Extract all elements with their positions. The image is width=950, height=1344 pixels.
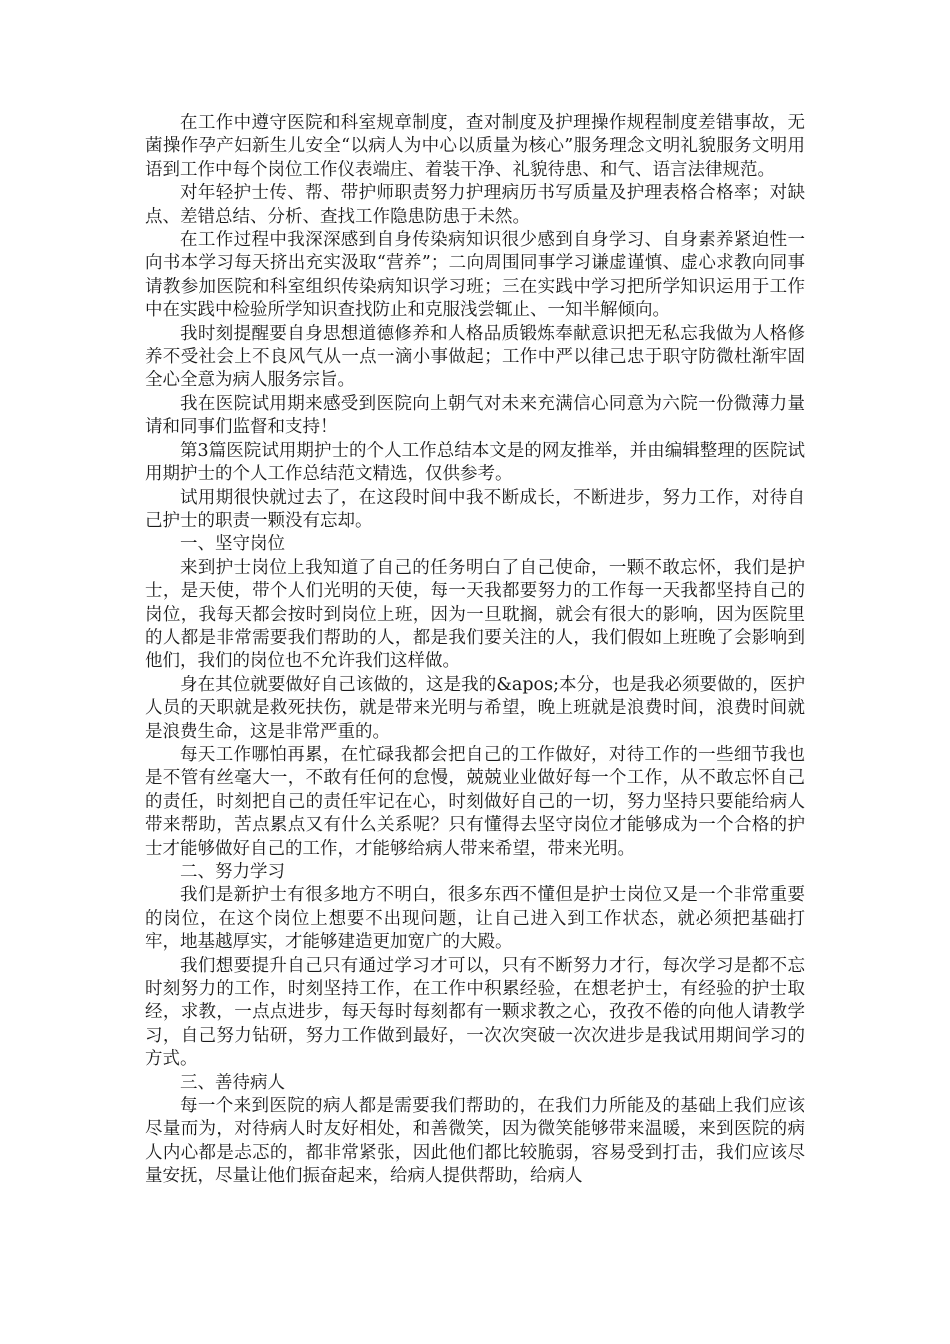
paragraph: 来到护士岗位上我知道了自己的任务明白了自己使命，一颗不敢忘怀，我们是护士，是天使，带个人们光明的天使，每一天我都要努力的工作每一天我都坚持自己的岗位，我每天都会按时到岗位上班，因为一旦耽搁，就会有很大的影响，因为医院里的人都是非常需要我们帮助的人，都是我们要关注的人，我们假如上班晚了会影响到他们，我们的岗位也不允许我们这样做。 (145, 557, 805, 672)
section-heading: 二、努力学习 (180, 862, 285, 882)
paragraph: 每天工作哪怕再累，在忙碌我都会把自己的工作做好，对待工作的一些细节我也是不管有丝毫大一，不敢有任何的怠慢，兢兢业业做好每一个工作，从不敢忘怀自己的责任，时刻把自己的责任牢记在心，时刻做好自己的一切，努力坚持只要能给病人带来帮助，苦点累点又有什么关系呢？只有懂得去坚守岗位才能够成为一个合格的护士才能够做好自己的工作，才能够给病人带来希望，带来光明。 (145, 744, 805, 859)
paragraph: 对年轻护士传、帮、带护师职责努力护理病历书写质量及护理表格合格率；对缺点、差错总结、分析、查找工作隐患防患于未然。 (145, 183, 805, 227)
paragraph: 在工作中遵守医院和科室规章制度，查对制度及护理操作规程制度差错事故，无菌操作孕产妇新生儿安全“以病人为中心以质量为核心”服务理念文明礼貌服务文明用语到工作中每个岗位工作仪表端庄、着装干净、礼貌待患、和气、语言法律规范。 (145, 113, 805, 180)
paragraph: 试用期很快就过去了，在这段时间中我不断成长，不断进步，努力工作，对待自己护士的职责一颗没有忘却。 (145, 487, 805, 531)
paragraph: 我时刻提醒要自身思想道德修养和人格品质锻炼奉献意识把无私忘我做为人格修养不受社会上不良风气从一点一滴小事做起；工作中严以律己忠于职守防微杜渐牢固全心全意为病人服务宗旨。 (145, 323, 805, 391)
paragraph: 我在医院试用期来感受到医院向上朝气对未来充满信心同意为六院一份微薄力量请和同事们监督和支持！ (145, 393, 805, 438)
paragraph: 身在其位就要做好自己该做的，这是我的&apos;本分，也是我必须要做的，医护人员的天职就是救死扶伤，就是带来光明与希望，晚上班就是浪费时间，浪费时间就是浪费生命，这是非常严重的。 (145, 674, 805, 742)
paragraph: 第3篇医院试用期护士的个人工作总结本文是的网友推举，并由编辑整理的医院试用期护士的个人工作总结范文精选，仅供参考。 (145, 440, 805, 485)
section-heading: 一、坚守岗位 (180, 534, 285, 555)
paragraph: 每一个来到医院的病人都是需要我们帮助的，在我们力所能及的基础上我们应该尽量而为，对待病人时友好相处，和善微笑，因为微笑能够带来温暖，来到医院的病人内心都是忐忑的，都非常紧张，因此他们都比较脆弱，容易受到打击，我们应该尽量安抚，尽量让他们振奋起来，给病人提供帮助，给病人 (145, 1096, 805, 1187)
paragraph: 我们想要提升自己只有通过学习才可以，只有不断努力才行，每次学习是都不忘时刻努力的工作，时刻坚持工作，在工作中积累经验，在想老护士，有经验的护士取经，求教，一点点进步，每天每时每刻都有一颗求教之心，孜孜不倦的向他人请教学习，自己努力钻研，努力工作做到最好，一次次突破一次次进步是我试用期间学习的方式。 (145, 955, 805, 1070)
paragraph: 在工作过程中我深深感到自身传染病知识很少感到自身学习、自身素养紧迫性一向书本学习每天挤出充实汲取“营养”；二向周围同事学习谦虚谨慎、虚心求教向同事请教参加医院和科室组织传染病知识学习班；三在实践中学习把所学知识运用于工作中在实践中检验所学知识查找防止和克服浅尝辄止、一知半解倾向。 (145, 230, 805, 321)
document-body (145, 112, 805, 1189)
section-heading: 三、善待病人 (180, 1072, 285, 1093)
paragraph: 我们是新护士有很多地方不明白，很多东西不懂但是护士岗位又是一个非常重要的岗位，在这个岗位上想要不出现问题，让自己进入到工作状态，就必须把基础打牢，地基越厚实，才能够建造更加宽广的大殿。 (145, 885, 805, 953)
